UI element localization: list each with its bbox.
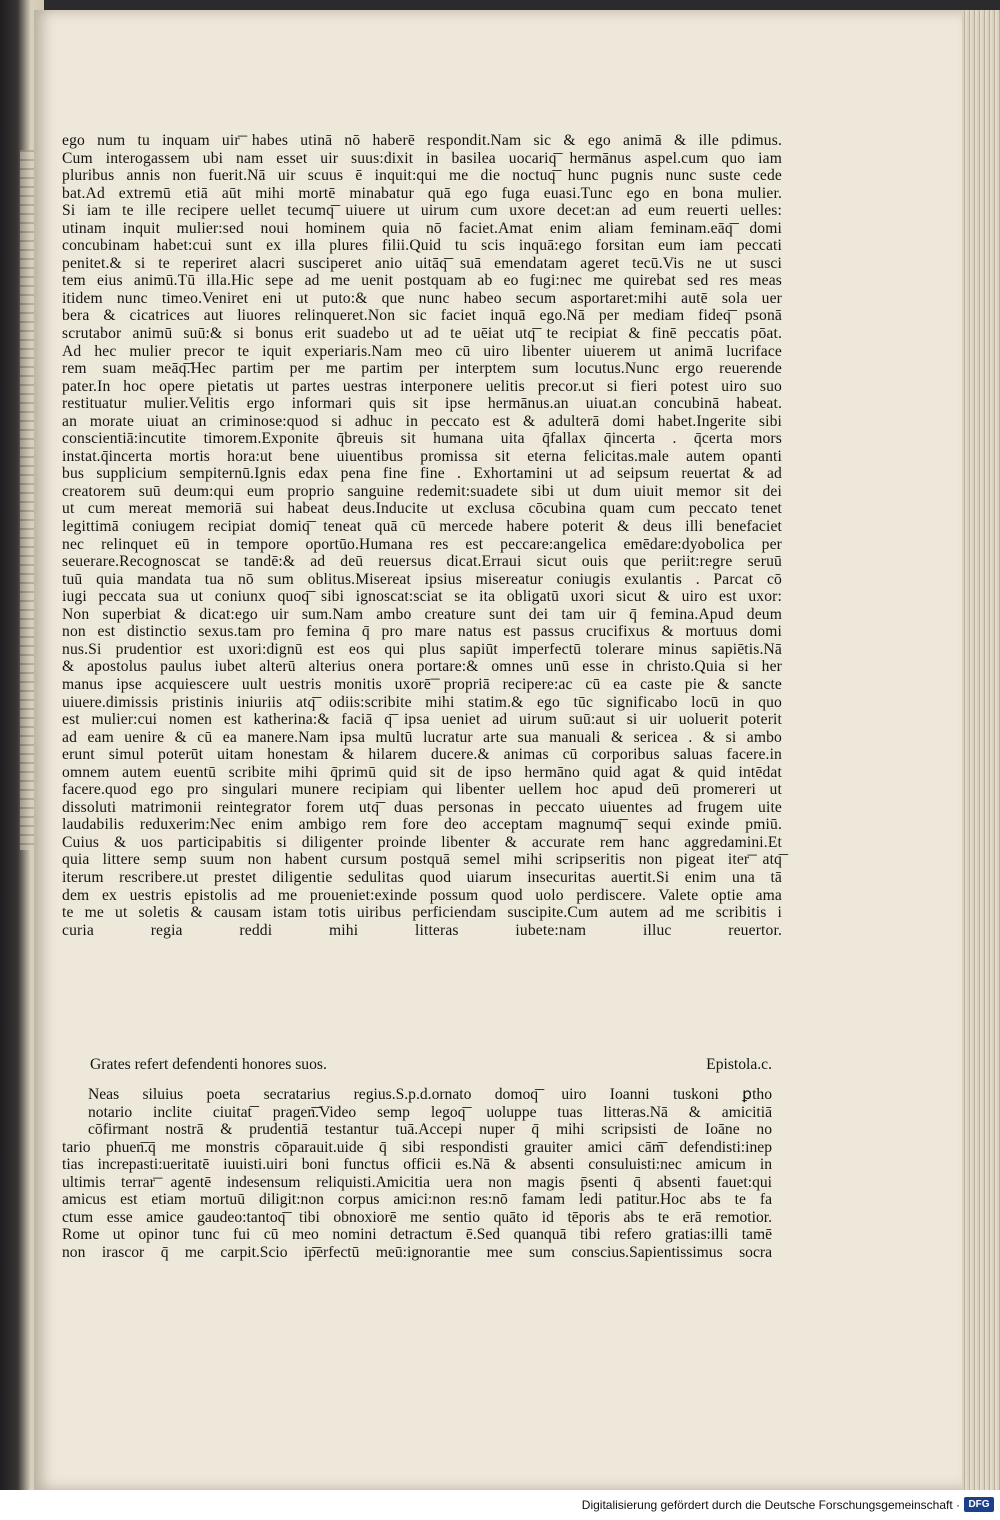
text-line: scrutabor animū suū:& si bonus erit suadebo ut ad te uēiat utq͞ te recipiat & finē peccatis pōat. <box>62 325 782 343</box>
dfg-logo-icon: DFG <box>964 1497 994 1512</box>
text-line: ultimis terrar͞ agentē indesensum reliquisti.Amicitia uera non magis p̄senti q̄ absenti fauet:qui <box>62 1173 772 1191</box>
text-line: non irascor q̄ me carpit.Scio ip͞erfectū meū:ignorantie mee sum conscius.Sapientissimus socra <box>62 1243 772 1261</box>
text-line: dissoluti matrimonii reintegrator forem utq͞ duas personas in peccato uiuentes ad frugem uite <box>62 798 782 816</box>
text-line: bat.Ad extremū etiā aūt mihi mortē minabatur quā ego fuga euasi.Tunc ego en bona mulier. <box>62 184 782 202</box>
text-line: te me ut soletis & causam istam totis uiribus perficiendam suscipite.Cum autem ad me scribitis i <box>62 904 782 922</box>
text-line: Rome ut opinor tunc fui cū meo nomini detractum ē.Sed quanquā tibi refero gratias:illi tamē <box>62 1226 772 1244</box>
text-line: quia littere semp suum non habent cursum postquā semel mihi scripseritis non pigeat iter͞ atq͞ <box>62 851 782 869</box>
text-line: ut cum mereat memoriā sui habeat deus.Inducite ut exclusa cōcubina quam cum peccato tenet <box>62 500 782 518</box>
text-line: manus ipse acquiescere uult uestris monitis uxorē͞ propriā recipere:ac cū ea caste pie & sancte <box>62 675 782 693</box>
text-line: ad eam uenire & cū ea manere.Nam ipsa multū lucratur arte sua manuali & sericea . & si ambo <box>62 728 782 746</box>
text-line: amicus est etiam mortuū diligit:non corpus amici:non res:nō famam ledi patitur.Hoc abs te fa <box>62 1191 772 1209</box>
text-line: penitet.& si te reperiret alacri susciperet anio uitāq͞ suā emendatam ageret tecū.Vis ne ut susci <box>62 254 782 272</box>
text-line: conscientiā:incutite timorem.Exponite q̄breuis sit humana uita q̄fallax q̄incerta . q̄certa mors <box>62 430 782 448</box>
text-line: curia regia reddi mihi litteras iubete:nam illuc reuertor. <box>62 921 782 939</box>
text-line: Si iam te ille recipere uellet tecumq͞ uiuere ut uirum cum uxore decet:an ad eum reuerti uelles: <box>62 202 782 220</box>
text-line: tario phuen͞.q̄ me monstris cōparauit.uide q̄ sibi respondisti grauiter amici cām͞ defendisti:inep <box>62 1138 772 1156</box>
text-line: seuerare.Recognoscat se tandē:& ad deū reuersus dicat.Erraui sicut ouis que periit:regre seruū <box>62 553 782 571</box>
text-line: ego num tu inquam uir͞ habes utinā nō haberē respondit.Nam sic & ego animā & ille pdimus. <box>62 132 782 149</box>
text-line: bera & cicatrices aut liuores relinqueret.Non sic faciet inquā ego.Nā per mediam fideq͞ psonā <box>62 307 782 325</box>
text-line: creatorem suū deum:qui eum proprio sanguine redemit:suadete sibi ut dum uiuit memor sit dei <box>62 482 782 500</box>
text-line: instat.q̄incerta mortis hora:ut bene uiuentibus promissa sit eterna felicitas.male autem opanti <box>62 447 782 465</box>
main-text-block <box>62 132 782 939</box>
text-line: notario inclite ciuitat͞ pragen͞.Video semp legoq͞ uoluppe tuas litteras.Nā & amicitiā <box>88 1103 772 1121</box>
text-line: Non superbiat & dicat:ego uir sum.Nam ambo creature sunt dei tam uir q̄ femina.Apud deum <box>62 605 782 623</box>
text-line: Ad hec mulier precor te iquit experiaris.Nam meo cū uiro libenter uiuerem ut animā lucriface <box>62 342 782 360</box>
text-line: & apostolus paulus iubet alterū alterius onera portare:& omnes unū esse in christo.Quia si her <box>62 658 782 676</box>
second-letter-text <box>62 1086 772 1261</box>
heading-title: Grates refert defendenti honores suos. <box>90 1056 327 1073</box>
text-line: facere.quod ego pro singulari munere recipiam qui libenter uellem hoc apud deū promereri ut <box>62 781 782 799</box>
text-line: uiuere.dimissis pristinis iniuriis atq͞ odiis:scribite mihi statim.& ego tūc significabo locū in quo <box>62 693 782 711</box>
text-line: iterum rescribere.ut prestet diligentie sedulitas quod uiarum insecuritas auertit.Si enim una tā <box>62 868 782 886</box>
text-line: restituatur mulier.Velitis ergo informari quis sit ipse hermānus.an uiuat.an concubinā habeat. <box>62 395 782 413</box>
text-line: non est distinctio sexus.tam pro femina q̄ pro mare natus est passus crucifixus & mortuus domi <box>62 623 782 641</box>
text-line: Neas siluius poeta secratarius regius.S.p.d.ornato domoq͞ uiro Ioanni tuskoni ꝑtho <box>88 1086 772 1103</box>
page-stack-edge <box>962 10 1000 1490</box>
text-line: erunt simul poterūt uitam honestam & hilarem ducere.& animas cū corporibus saluas facere.in <box>62 746 782 764</box>
text-line: utinam inquit mulier:sed noui hominem quia nō faciet.Amat enim aliam feminam.eāq͞ domi <box>62 219 782 237</box>
text-line: dem ex uestris epistolis ad me proueniet:exinde possum quod uolo perdiscere. Valete optie ama <box>62 886 782 904</box>
footer-credit: Digitalisierung gefördert durch die Deutsche Forschungsgemeinschaft · <box>581 1498 960 1512</box>
text-line: rem suam meāq͞.Hec partim per me partim per interptem sum locutus.Nunc ergo reuerende <box>62 360 782 378</box>
text-line: pater.In hoc opere pietatis ut partes uestras interponere uelitis precor.ut si fieri potest uiro suo <box>62 377 782 395</box>
text-line: an morate uiuat an criminose:quod si adhuc in peccato est & adulterā domi habet.Ingerite sibi <box>62 412 782 430</box>
text-line: ctum esse amice gaudeo:tantoq͞ tibi obnoxiorē me sentio quāto id tēporis abs te erā remotior. <box>62 1208 772 1226</box>
text-line: itidem nunc timeo.Veniret eni ut puto:& que nunc habeo secum asportaret:mihi autē sola uer <box>62 289 782 307</box>
text-line: tuū quia mandata tua nō sum oblitus.Misereat ipsius misereatur coniugis exulantis . Parcat cō <box>62 570 782 588</box>
text-line: nec relinquet eū in tempore oportūo.Humana res est peccare:angelica emēdare:dyobolica per <box>62 535 782 553</box>
text-line: concubinam habet:cui sunt ex illa plures filii.Quid tu scis inquā:ego forsitan eum iam peccati <box>62 237 782 255</box>
text-line: legittimā coniugem recipiat domiq͞ teneat quā cū mercede habere poterit & deus illi benefaciet <box>62 518 782 536</box>
text-line: laudabilis reduxerim:Nec enim ambigo rem fore deo acceptam magnumq͞ sequi exinde pmiū. <box>62 816 782 834</box>
text-line: tem eius animū.Tū illa.Hic sepe ad me uenit postquam ab eo fugi:nec me quirebat sed res meas <box>62 272 782 290</box>
text-line: cōfirmant nostrā & prudentiā testantur tuā.Accepi nuper q̄ mihi scripsisti de Ioāne no <box>88 1121 772 1139</box>
text-line: iugi peccata sua ut coniunx quoq͞ sibi ignoscat:sciat se ita obligatū uxori sicut & uiro est uxor: <box>62 588 782 606</box>
text-line: est mulier:cui nomen est katherina:& faciā q͞ ipsa ueniet ad uirum suū:aut si uir uoluerit poterit <box>62 711 782 729</box>
text-line: Cum interogassem ubi nam esset uir suus:dixit in basilea uocariq͞ hermānus aspel.cum quo iam <box>62 149 782 167</box>
text-line: Cuius & uos participabitis si diligenter proinde libenter & accurate rem hanc aggredamini.Et <box>62 833 782 851</box>
heading-epistola-number: Epistola.c. <box>706 1056 772 1073</box>
text-line: tias increpasti:ueritatē iuuisti.uiri boni functus officii es.Nā & absenti consuluisti:nec amicum in <box>62 1156 772 1174</box>
text-line: pluribus annis non fuerit.Nā uir scuus ē inquit:qui me die noctuq͞ hunc pugnis nunc suste cede <box>62 167 782 185</box>
text-line: omnem autem euentū scribite mihi q̄primū quid sit de ipso hermāno quid agat & quid intēdat <box>62 763 782 781</box>
text-line: nus.Si prudentior est uxori:dignū est eos qui plus sapiūt imperfectū tolerare minus sapiētis.Nā <box>62 640 782 658</box>
text-line: bus supplicium sempiternū.Ignis edax pena fine fine . Exhortamini ut ad seipsum reuertat & ad <box>62 465 782 483</box>
footer-bar <box>0 1490 1000 1520</box>
